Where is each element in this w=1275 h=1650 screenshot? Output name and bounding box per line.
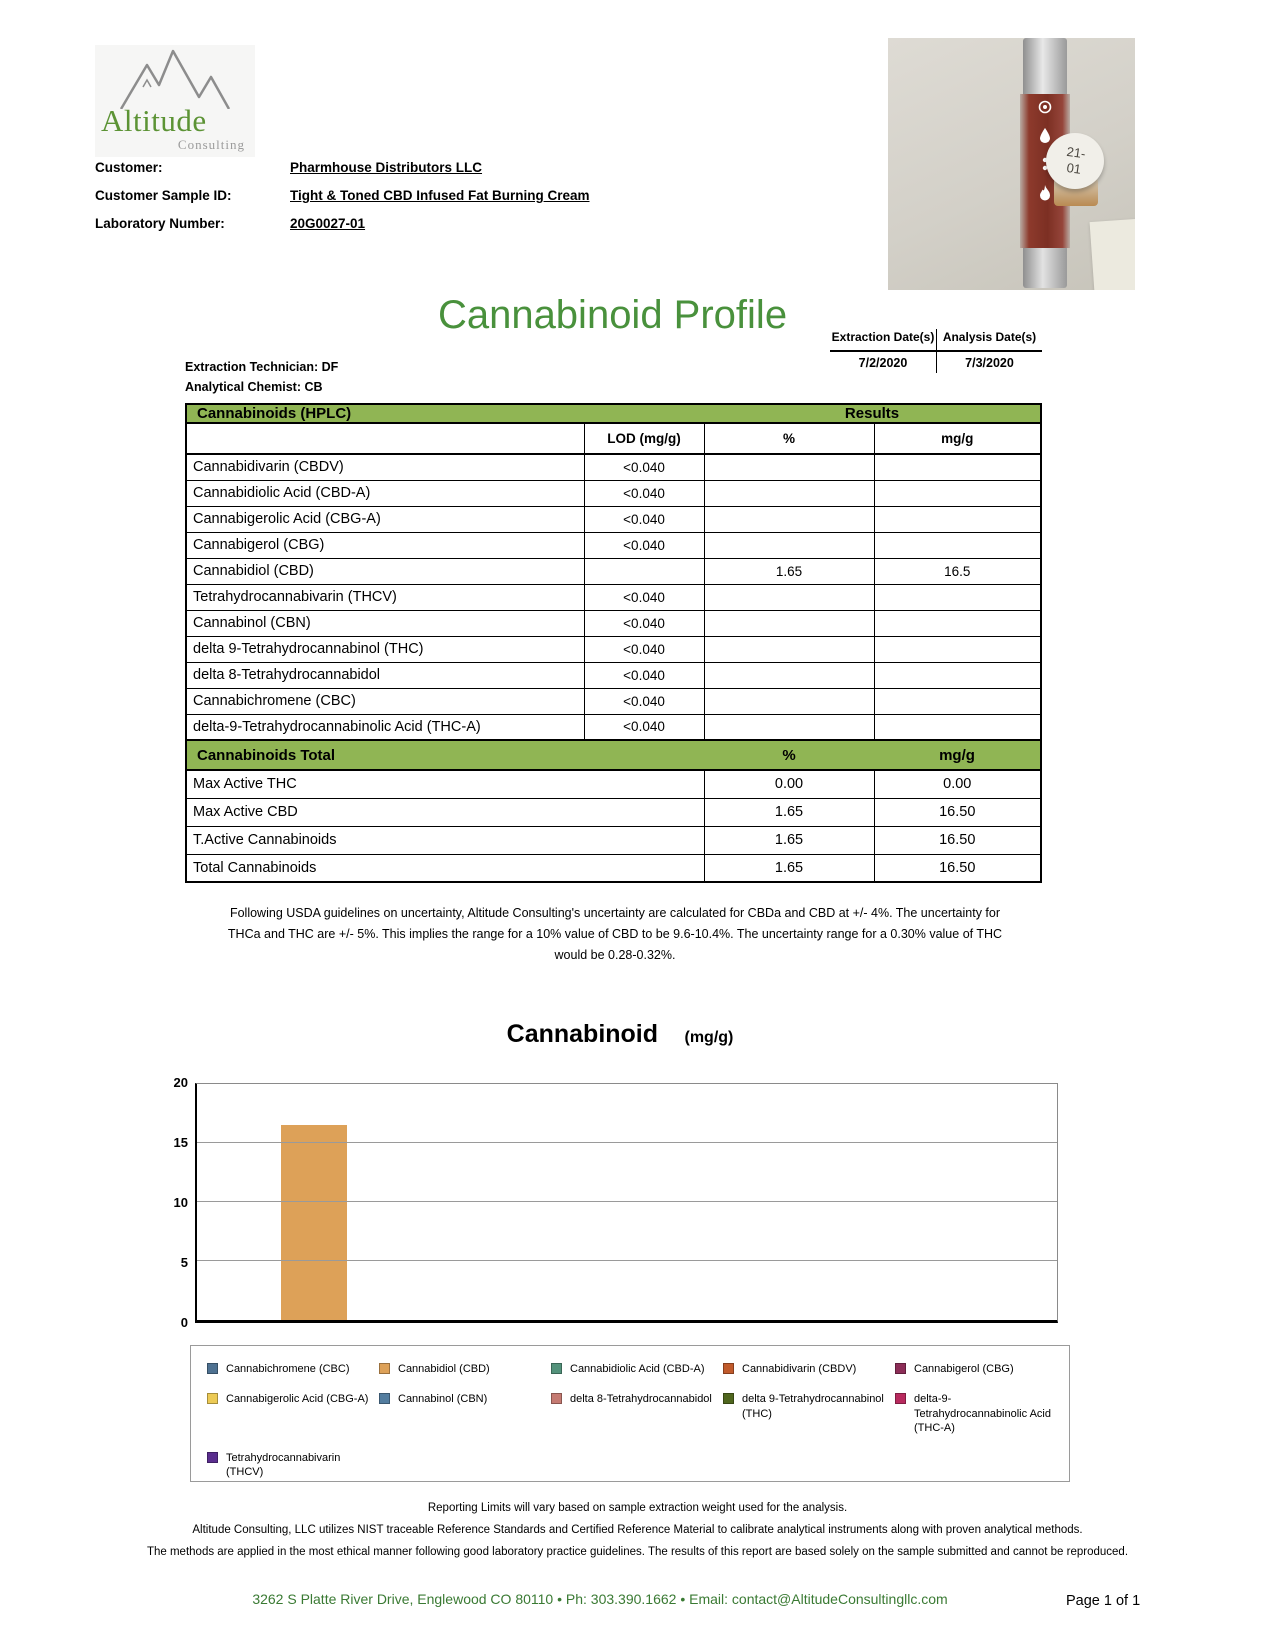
col-mgg: mg/g [874,423,1041,454]
legend-label: Cannabidivarin (CBDV) [742,1363,857,1375]
results-label: Results [704,404,1041,423]
mgg-value [874,532,1041,558]
mgg-value [874,714,1041,740]
mgg-value [874,688,1041,714]
lod-value: <0.040 [584,636,704,662]
pct-value: 1.65 [704,558,874,584]
totals-section-header [186,740,1041,770]
legend-swatch [551,1363,562,1374]
disclaimer-line: Reporting Limits will vary based on sample extraction weight used for the analysis. [427,1502,848,1514]
table-row [186,506,1041,532]
bar-slot [979,1084,1057,1320]
legend-swatch [379,1393,390,1404]
lod-value: <0.040 [584,454,704,480]
lod-value: <0.040 [584,506,704,532]
legend-swatch [207,1393,218,1404]
bar-slot [353,1084,431,1320]
field-value: 20G0027-01 [290,216,366,231]
sample-lid [1046,133,1104,189]
logo-tagline-text: Consulting [177,137,245,152]
lod-value: <0.040 [584,662,704,688]
legend-swatch [207,1452,218,1463]
chart-title-text: Cannabinoid [506,1020,659,1048]
pct-value [704,584,874,610]
totals-row [186,798,1041,826]
lod-value: <0.040 [584,480,704,506]
table-column-headers [186,423,1041,454]
customer-field-row [95,216,795,244]
gridline [197,1142,1057,1143]
analyte-name: Cannabidiol (CBD) [186,558,584,584]
mgg-value [874,636,1041,662]
legend-label: Cannabigerol (CBG) [914,1363,1014,1375]
mgg-value [874,480,1041,506]
legend-swatch [551,1393,562,1404]
page-number: Page 1 of 1 [1066,1593,1141,1609]
bar-slot [901,1084,979,1320]
bar-chart-plot [195,1083,1058,1323]
legend-item [551,1392,723,1435]
legend-label: Cannabidiolic Acid (CBD-A) [570,1363,705,1375]
legend-item [379,1392,551,1435]
legend-item [723,1362,895,1376]
total-mgg: 16.50 [874,826,1041,854]
chart-title [185,1020,1055,1049]
bar-slot [823,1084,901,1320]
analyte-name: Tetrahydrocannabivarin (THCV) [186,584,584,610]
analyte-name: Cannabigerol (CBG) [186,532,584,558]
total-pct: 1.65 [704,854,874,882]
staff-block [185,357,338,397]
y-tick-label: 10 [173,1195,188,1210]
total-name: T.Active Cannabinoids [186,826,704,854]
analysis-date-label: Analysis Date(s) [936,329,1042,350]
col-lod: LOD (mg/g) [584,423,704,454]
table-row [186,636,1041,662]
pct-value [704,610,874,636]
legend-label: delta-9-Tetrahydrocannabinolic Acid (THC-A) [914,1393,1051,1434]
total-pct: 1.65 [704,826,874,854]
bar-slot [588,1084,666,1320]
mgg-value: 16.5 [874,558,1041,584]
lod-value: <0.040 [584,688,704,714]
field-value: Tight & Toned CBD Infused Fat Burning Cream [290,188,590,203]
pct-value [704,636,874,662]
uncertainty-footnote: Following USDA guidelines on uncertainty, Altitude Consulting's uncertainty are calculated for CBDa and CBD at +/- 4%. The uncertainty for THCa and THC are +/- 5%. This implies the range for a 10% value of CBD to be 9.6-10.4%. The uncertainty range for a 0.30% value of THC would be 0.28-0.32%. [227,906,1003,962]
table-row [186,714,1041,740]
mgg-value [874,454,1041,480]
mountain-icon [113,47,237,109]
legend-item [207,1451,379,1480]
table-row [186,688,1041,714]
disclaimer-block [115,1497,1160,1563]
totals-title: Cannabinoids Total [186,740,704,770]
section-title: Cannabinoids (HPLC) [186,404,704,423]
bar-slot [666,1084,744,1320]
totals-col-mgg: mg/g [874,740,1041,770]
total-mgg: 16.50 [874,854,1041,882]
y-tick-label: 0 [180,1315,188,1330]
lod-value: <0.040 [584,532,704,558]
customer-fields [95,160,795,244]
legend-swatch [207,1363,218,1374]
legend-item [551,1362,723,1376]
table-row [186,454,1041,480]
legend-item [895,1362,1055,1376]
droplet-icon [1039,128,1051,143]
results-table [185,403,1042,883]
legend-swatch [723,1363,734,1374]
legend-label: Cannabigerolic Acid (CBG-A) [226,1393,369,1406]
legend-item [723,1392,895,1435]
analyte-name: Cannabigerolic Acid (CBG-A) [186,506,584,532]
pct-value [704,506,874,532]
bar-slot [510,1084,588,1320]
extraction-technician: Extraction Technician: DF [185,360,339,374]
legend-swatch [895,1393,906,1404]
analyte-name: delta-9-Tetrahydrocannabinolic Acid (THC-A) [186,714,584,740]
analyte-name: Cannabinol (CBN) [186,610,584,636]
bar-slot [275,1084,353,1320]
bar-slots [197,1084,1057,1320]
legend-label: delta 9-Tetrahydrocannabinol (THC) [742,1393,884,1420]
analysis-date-value: 7/3/2020 [936,352,1042,373]
field-label: Customer Sample ID: [95,188,232,203]
flame-icon [1039,185,1051,201]
total-pct: 1.65 [704,798,874,826]
page-title: Cannabinoid Profile [437,293,788,337]
disclaimer-line: Altitude Consulting, LLC utilizes NIST traceable Reference Standards and Certified Reference Material to calibrate analytical instruments along with proven analytical methods. [192,1524,1083,1536]
bar-slot [197,1084,275,1320]
lod-value: <0.040 [584,610,704,636]
analytical-chemist: Analytical Chemist: CB [185,380,323,394]
totals-row [186,854,1041,882]
table-row [186,532,1041,558]
table-row [186,610,1041,636]
sample-photo [888,38,1135,290]
legend-label: Cannabidiol (CBD) [398,1363,490,1375]
pct-value [704,454,874,480]
total-mgg: 16.50 [874,798,1041,826]
legend-label: delta 8-Tetrahydrocannabidol [570,1393,712,1406]
legend-item [895,1392,1055,1435]
pct-value [704,714,874,740]
table-row [186,584,1041,610]
pct-value [704,662,874,688]
field-label: Customer: [95,160,163,175]
y-tick-label: 15 [173,1135,188,1150]
total-mgg: 0.00 [874,770,1041,798]
table-row [186,662,1041,688]
mgg-value [874,662,1041,688]
legend-item [379,1362,551,1376]
total-name: Max Active CBD [186,798,704,826]
legend-swatch [723,1393,734,1404]
pct-value [704,480,874,506]
mgg-value [874,610,1041,636]
extraction-date-value: 7/2/2020 [858,356,908,371]
dates-table [830,329,1042,373]
y-tick-label: 5 [180,1255,188,1270]
col-pct: % [704,423,874,454]
legend-label: Cannabichromene (CBC) [226,1363,350,1375]
target-icon [1038,100,1052,114]
analyte-name: Cannabidivarin (CBDV) [186,454,584,480]
logo-brand-text: Altitude [101,103,207,138]
table-section-header [186,404,1041,423]
y-tick-label: 20 [173,1075,188,1090]
table-row [186,480,1041,506]
sample-lid-label: 21- 01 [1065,144,1087,177]
analyte-name: Cannabichromene (CBC) [186,688,584,714]
disclaimer-line: The methods are applied in the most ethical manner following good laboratory practice guidelines. The results of this report are based solely on the sample submitted and cannot be reproduced. [146,1546,1129,1558]
gridline [197,1260,1057,1261]
legend-label: Tetrahydrocannabivarin (THCV) [226,1452,341,1479]
total-name: Total Cannabinoids [186,854,704,882]
pct-value [704,532,874,558]
legend-item [207,1392,379,1435]
chart-legend [190,1345,1070,1482]
footer-contact: 3262 S Platte River Drive, Englewood CO 80110 • Ph: 303.390.1662 • Email: contact@AltitudeConsultingllc.com [252,1591,948,1607]
legend-label: Cannabinol (CBN) [398,1393,488,1406]
field-label: Laboratory Number: [95,216,225,231]
customer-field-row [95,188,795,216]
totals-col-pct: % [704,740,874,770]
pct-value [704,688,874,714]
photo-card [1090,218,1135,290]
total-name: Max Active THC [186,770,704,798]
lod-value: <0.040 [584,714,704,740]
totals-row [186,826,1041,854]
lod-value [584,558,704,584]
analyte-name: Cannabidiolic Acid (CBD-A) [186,480,584,506]
analyte-name: delta 9-Tetrahydrocannabinol (THC) [186,636,584,662]
legend-swatch [895,1363,906,1374]
lod-value: <0.040 [584,584,704,610]
table-row [186,558,1041,584]
field-value: Pharmhouse Distributors LLC [290,160,483,175]
mgg-value [874,584,1041,610]
bar-visible [281,1125,347,1320]
customer-field-row [95,160,795,188]
bar-slot [432,1084,510,1320]
totals-row [186,770,1041,798]
analyte-name: delta 8-Tetrahydrocannabidol [186,662,584,688]
mgg-value [874,506,1041,532]
legend-item [207,1362,379,1376]
total-pct: 0.00 [704,770,874,798]
altitude-logo [95,45,255,157]
gridline [197,1201,1057,1202]
chart-unit-text: (mg/g) [684,1029,734,1046]
legend-swatch [379,1363,390,1374]
bar-slot [744,1084,822,1320]
extraction-date-label: Extraction Date(s) [831,330,935,344]
